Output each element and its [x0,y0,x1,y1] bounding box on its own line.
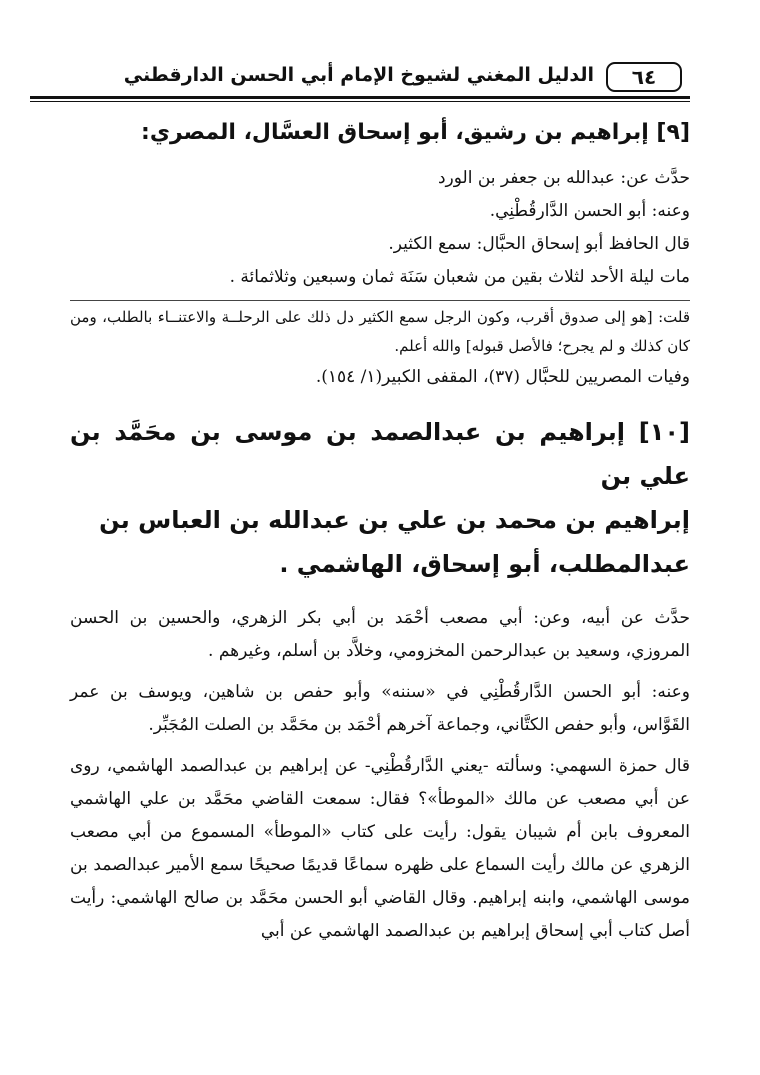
page-header [30,50,690,100]
entry-10-heading-line-2: إبراهيم بن محمد بن علي بن عبدالله بن العباس بن [99,506,690,534]
entry-9-editor-note: قلت: [هو إلى صدوق أقرب، وكون الرجل سمع الكثير دل ذلك على الرحلــة والاعتنــاء بالطلب، ومن كان كذلك و لم يجرح؛ فالأصل قبوله] والله أعلم. [70,308,690,355]
entry-9 [70,112,690,394]
page-number: ٦٤ [606,62,682,92]
header-rule-thick [30,96,690,99]
page-body [70,112,690,948]
header-rule-thin [30,101,690,102]
entry-10-heading-line-3: عبدالمطلب، أبو إسحاق، الهاشمي . [279,550,690,578]
entry-9-quote: قال الحافظ أبو إسحاق الحبَّال: سمع الكثير. [388,234,690,254]
entry-10-narrators: وعنه: أبو الحسن الدَّارقُطْنِي في «سننه» وأبو حفص بن شاهين، ويوسف بن عمر القَوَّاس، وأبو حفص الكتَّاني، وجماعة آخرهم أحْمَد بن محَمَّد بن الصلت المُجَبِّر. [70,682,690,735]
entry-10-narrated-from: حدَّث عن أبيه، وعن: أبي مصعب أحْمَد بن أبي بكر الزهري، والحسين بن الحسن المروزي، وسعيد بن عبدالرحمن المخزومي، وخلاَّد بن أسلم، وغيرهم . [70,608,690,661]
entry-9-death: مات ليلة الأحد لثلاث بقين من شعبان سَنَة ثمان وسبعين وثلاثمائة . [229,267,690,287]
entry-10 [70,410,690,948]
entry-9-narrators: وعنه: أبو الحسن الدَّارقُطْنِي. [489,201,690,221]
entry-9-narrated-from: حدَّث عن: عبدالله بن جعفر بن الورد [437,168,690,188]
entry-9-heading: [٩] إبراهيم بن رشيق، أبو إسحاق العسَّال، المصري: [141,120,690,145]
entry-10-assessment: قال حمزة السهمي: وسألته -يعني الدَّارقُطْنِي- عن إبراهيم بن عبدالصمد الهاشمي، روى عن أبي مصعب عن مالك «الموطأ»؟ فقال: سمعت القاضي محَمَّد بن علي الهاشمي المعروف بابن أم شيبان يقول: رأيت على كتاب «الموطأ» المسموع من أبي مصعب الزهري عن مالك رأيت السماع على ظهره سماعًا قديمًا صحيحًا سمع الأمير عبدالصمد بن موسى الهاشمي، وابنه إبراهيم. وقال القاضي أبو الحسن محَمَّد بن صالح الهاشمي: رأيت أصل كتاب أبي إسحاق إبراهيم بن عبدالصمد الهاشمي عن أبي [70,756,690,941]
entry-10-heading-line-1: [١٠] إبراهيم بن عبدالصمد بن موسى بن محَمَّد بن علي بن [70,418,690,490]
running-title: الدليل المغني لشيوخ الإمام أبي الحسن الدارقطني [123,64,594,86]
note-divider [70,300,690,301]
entry-9-sources: وفيات المصريين للحبَّال (٣٧)، المقفى الكبير(١/ ١٥٤). [315,367,690,387]
